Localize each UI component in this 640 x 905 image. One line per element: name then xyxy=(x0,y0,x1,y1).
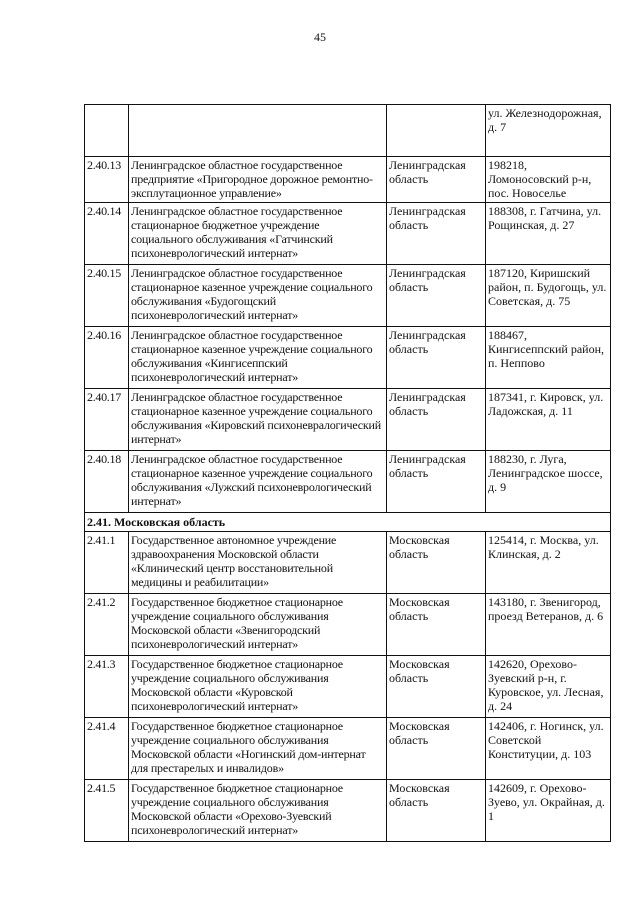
row-number: 2.41.5 xyxy=(85,780,129,842)
table-row xyxy=(85,265,611,327)
table-row xyxy=(85,451,611,513)
region: Ленинградская область xyxy=(387,389,486,451)
table-row xyxy=(85,327,611,389)
address: 142620, Орехово-Зуевский р-н, г. Куровское, ул. Лесная, д. 24 xyxy=(486,656,611,718)
institution-name: Ленинградское областное государственное стационарное казенное учреждение социального обслуживания «Будогощский психоневрологический интернат» xyxy=(129,265,387,327)
region: Московская область xyxy=(387,532,486,594)
table-row xyxy=(85,105,611,157)
row-number: 2.41.2 xyxy=(85,594,129,656)
address: 142406, г. Ногинск, ул. Советской Конституции, д. 103 xyxy=(486,718,611,780)
region: Ленинградская область xyxy=(387,265,486,327)
address: 188308, г. Гатчина, ул. Рощинская, д. 27 xyxy=(486,203,611,265)
section-header xyxy=(85,513,611,532)
institution-name: Ленинградское областное государственное стационарное казенное учреждение социального обслуживания «Кировский психоневралогический интернат» xyxy=(129,389,387,451)
region xyxy=(387,105,486,157)
address: 188230, г. Луга, Ленинградское шоссе, д. 9 xyxy=(486,451,611,513)
row-number: 2.40.14 xyxy=(85,203,129,265)
region: Московская область xyxy=(387,656,486,718)
region: Московская область xyxy=(387,594,486,656)
table-row xyxy=(85,718,611,780)
region: Московская область xyxy=(387,780,486,842)
address: 143180, г. Звенигород, проезд Ветеранов, д. 6 xyxy=(486,594,611,656)
institution-name: Государственное автономное учреждение здравоохранения Московской области «Клинический центр восстановительной медицины и реабилитации» xyxy=(129,532,387,594)
row-number: 2.41.4 xyxy=(85,718,129,780)
row-number: 2.40.16 xyxy=(85,327,129,389)
address: 188467, Кингисеппский район, п. Неппово xyxy=(486,327,611,389)
table-row xyxy=(85,389,611,451)
table-row xyxy=(85,594,611,656)
table-row xyxy=(85,532,611,594)
row-number xyxy=(85,105,129,157)
table-row xyxy=(85,157,611,203)
region: Ленинградская область xyxy=(387,203,486,265)
region: Ленинградская область xyxy=(387,327,486,389)
institution-name: Государственное бюджетное стационарное учреждение социального обслуживания Московской области «Ногинский дом-интернат для престарелых и инвалидов» xyxy=(129,718,387,780)
institution-name: Ленинградское областное государственное стационарное казенное учреждение социального обслуживания «Лужский психоневрологический интернат» xyxy=(129,451,387,513)
address: 187341, г. Кировск, ул. Ладожская, д. 11 xyxy=(486,389,611,451)
row-number: 2.40.17 xyxy=(85,389,129,451)
region: Ленинградская область xyxy=(387,451,486,513)
institution-name: Государственное бюджетное стационарное учреждение социального обслуживания Московской области «Куровской психоневрологический интернат» xyxy=(129,656,387,718)
address: 125414, г. Москва, ул. Клинская, д. 2 xyxy=(486,532,611,594)
table-row xyxy=(85,203,611,265)
section-title: 2.41. Московская область xyxy=(85,513,611,532)
address: ул. Железнодорожная, д. 7 xyxy=(486,105,611,157)
institution-name: Ленинградское областное государственное предприятие «Пригородное дорожное ремонтно-эксплутационное управление» xyxy=(129,157,387,203)
region: Московская область xyxy=(387,718,486,780)
institution-name xyxy=(129,105,387,157)
address: 187120, Киришский район, п. Будогощь, ул. Советская, д. 75 xyxy=(486,265,611,327)
region: Ленинградская область xyxy=(387,157,486,203)
row-number: 2.41.1 xyxy=(85,532,129,594)
institution-name: Государственное бюджетное стационарное учреждение социального обслуживания Московской области «Звенигородский психоневрологический интернат» xyxy=(129,594,387,656)
table-row xyxy=(85,656,611,718)
institution-name: Ленинградское областное государственное стационарное казенное учреждение социального обслуживания «Кингисеппский психоневрологический интернат» xyxy=(129,327,387,389)
institution-name: Государственное бюджетное стационарное учреждение социального обслуживания Московской области «Орехово-Зуевский психоневрологический интернат» xyxy=(129,780,387,842)
institution-name: Ленинградское областное государственное стационарное бюджетное учреждение социального обслуживания «Гатчинский психоневрологический интернат» xyxy=(129,203,387,265)
address: 142609, г. Орехово-Зуево, ул. Окрайная, д. 1 xyxy=(486,780,611,842)
row-number: 2.40.18 xyxy=(85,451,129,513)
row-number: 2.41.3 xyxy=(85,656,129,718)
table-row xyxy=(85,780,611,842)
page-number: 45 xyxy=(314,30,326,44)
row-number: 2.40.15 xyxy=(85,265,129,327)
row-number: 2.40.13 xyxy=(85,157,129,203)
registry-table xyxy=(84,104,611,842)
address: 198218, Ломоносовский р-н, пос. Новоселье xyxy=(486,157,611,203)
